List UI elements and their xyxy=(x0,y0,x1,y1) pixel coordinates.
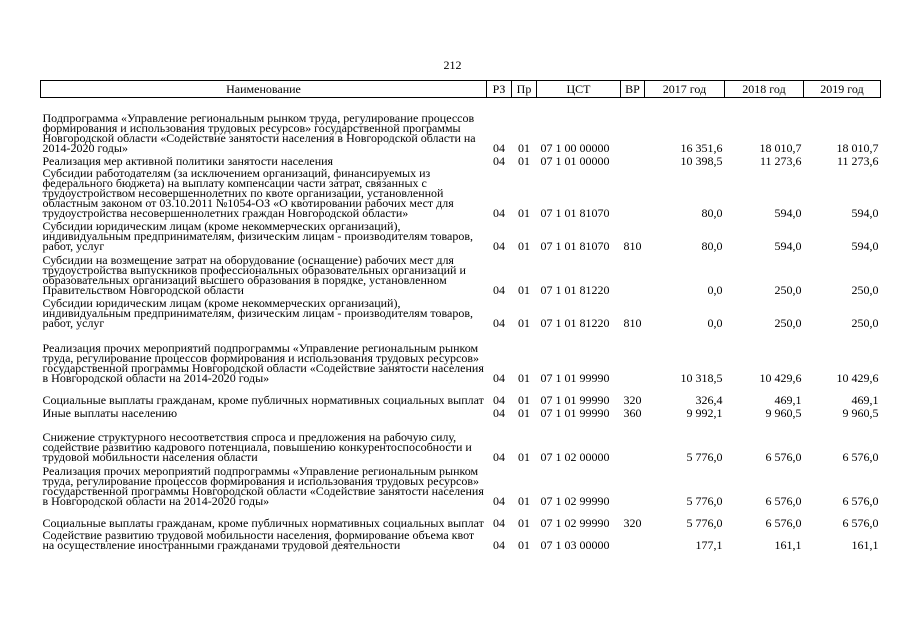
header-2019: 2019 год xyxy=(804,81,881,98)
table-row xyxy=(41,328,881,383)
row-2018: 469,1 xyxy=(774,392,802,407)
row-cst: 07 1 01 81070 xyxy=(540,238,610,253)
header-rz: РЗ xyxy=(487,81,512,98)
row-vr xyxy=(621,528,645,550)
row-2018: 6 576,0 xyxy=(765,493,802,508)
row-2019: 161,1 xyxy=(851,537,879,552)
row-cst: 07 1 02 00000 xyxy=(540,449,610,464)
row-2018: 594,0 xyxy=(774,205,802,220)
row-rz: 04 xyxy=(493,537,505,552)
row-2017: 326,4 xyxy=(695,392,723,407)
header-2018: 2018 год xyxy=(725,81,804,98)
row-2017: 80,0 xyxy=(701,238,723,253)
row-2019: 250,0 xyxy=(851,282,879,297)
row-name: Социальные выплаты гражданам, кроме публичных нормативных социальных выплат xyxy=(42,392,484,407)
row-rz: 04 xyxy=(493,370,505,385)
row-vr xyxy=(621,153,645,166)
row-2018: 18 010,7 xyxy=(759,140,802,155)
row-pr: 01 xyxy=(518,515,530,530)
table-row xyxy=(41,528,881,550)
row-2019: 469,1 xyxy=(851,392,879,407)
row-vr xyxy=(621,166,645,218)
row-2018: 11 273,6 xyxy=(759,153,802,168)
row-2018: 9 960,5 xyxy=(765,405,802,420)
row-2019: 10 429,6 xyxy=(836,370,879,385)
row-cst: 07 1 03 00000 xyxy=(540,537,610,552)
table-row xyxy=(41,462,881,506)
row-name: Реализация прочих мероприятий подпрограммы «Управление региональным рынком труда, регулирование процессов формирования и использования трудовых ресурсов» государственной программы Новгородской области «Содействие занятости населения в Новгородской области на 2014-2020 годы» xyxy=(42,463,484,508)
row-2017: 5 776,0 xyxy=(686,515,723,530)
row-vr xyxy=(621,462,645,506)
row-cst: 07 1 02 99990 xyxy=(540,493,610,508)
budget-table xyxy=(40,80,881,550)
table-row xyxy=(41,251,881,295)
header-vr: ВР xyxy=(621,81,645,98)
row-vr: 360 xyxy=(623,405,642,420)
row-rz: 04 xyxy=(493,405,505,420)
row-2018: 6 576,0 xyxy=(765,515,802,530)
header-cst: ЦСТ xyxy=(537,81,621,98)
row-rz: 04 xyxy=(493,392,505,407)
row-pr: 01 xyxy=(518,537,530,552)
header-2017: 2017 год xyxy=(645,81,725,98)
table-row xyxy=(41,166,881,218)
table-row xyxy=(41,153,881,166)
row-2018: 250,0 xyxy=(774,315,802,330)
row-2017: 16 351,6 xyxy=(680,140,723,155)
row-2017: 10 398,5 xyxy=(680,153,723,168)
row-2017: 177,1 xyxy=(695,537,723,552)
row-rz: 04 xyxy=(493,282,505,297)
row-rz: 04 xyxy=(493,140,505,155)
row-name: Социальные выплаты гражданам, кроме публичных нормативных социальных выплат xyxy=(42,515,484,530)
row-vr: 320 xyxy=(623,392,642,407)
table-row xyxy=(41,295,881,328)
row-2017: 5 776,0 xyxy=(686,449,723,464)
row-rz: 04 xyxy=(493,238,505,253)
row-cst: 07 1 01 81070 xyxy=(540,205,610,220)
table-header xyxy=(41,81,881,98)
row-pr: 01 xyxy=(518,370,530,385)
row-name: Субсидии работодателям (за исключением организаций, финансируемых из федерального бюджета) на выплату компенсации части затрат, связанных с трудоустройством несовершеннолетних по квоте организации, установленной областным законом от 03.10.2011 №1054-ОЗ «О квотировании рабочих мест для трудоустройства несовершеннолетних граждан Новгородской области» xyxy=(42,165,454,220)
row-2017: 10 318,5 xyxy=(680,370,723,385)
table-body xyxy=(41,98,881,550)
row-vr: 320 xyxy=(623,515,642,530)
row-2018: 250,0 xyxy=(774,282,802,297)
row-2018: 10 429,6 xyxy=(759,370,802,385)
table-row xyxy=(41,98,881,153)
row-rz: 04 xyxy=(493,515,505,530)
row-name: Реализация мер активной политики занятости населения xyxy=(42,153,334,168)
row-vr xyxy=(621,328,645,383)
row-name: Субсидии юридическим лицам (кроме некоммерческих организаций), индивидуальным предпринимателям, физическим лицам - производителям товаров, работ, услуг xyxy=(42,218,474,253)
row-name: Подпрограмма «Управление региональным рынком труда, регулирование процессов формирования и использования трудовых ресурсов» государственной программы Новгородской области «Содействие занятости населения в Новгородской области на 2014-2020 годы» xyxy=(42,110,476,155)
row-name: Снижение структурного несоответствия спроса и предложения на рабочую силу, содействие развитию кадрового потенциала, повышению конкурентоспособности и трудовой мобильности населения области xyxy=(42,429,472,464)
row-2019: 594,0 xyxy=(851,238,879,253)
row-vr xyxy=(621,418,645,462)
row-name: Субсидии на возмещение затрат на оборудование (оснащение) рабочих мест для трудоустройства выпускников профессиональных образовательных организаций и образовательных организаций высшего образования в порядке, установленном Правительством Новгородской области xyxy=(42,252,466,297)
row-pr: 01 xyxy=(518,238,530,253)
page-number: 212 xyxy=(443,58,462,72)
table-row xyxy=(41,383,881,405)
row-2017: 80,0 xyxy=(701,205,723,220)
row-2019: 11 273,6 xyxy=(836,153,879,168)
row-rz: 04 xyxy=(493,315,505,330)
row-cst: 07 1 00 00000 xyxy=(540,140,610,155)
row-pr: 01 xyxy=(518,493,530,508)
table-row xyxy=(41,218,881,251)
row-vr xyxy=(621,98,645,153)
row-pr: 01 xyxy=(518,153,530,168)
row-pr: 01 xyxy=(518,140,530,155)
row-cst: 07 1 01 99990 xyxy=(540,405,610,420)
row-2019: 250,0 xyxy=(851,315,879,330)
row-pr: 01 xyxy=(518,205,530,220)
row-rz: 04 xyxy=(493,153,505,168)
row-2019: 6 576,0 xyxy=(842,493,879,508)
row-cst: 07 1 01 00000 xyxy=(540,153,610,168)
row-2017: 5 776,0 xyxy=(686,493,723,508)
row-2019: 6 576,0 xyxy=(842,515,879,530)
header-name: Наименование xyxy=(41,81,487,98)
header-pr: Пр xyxy=(512,81,537,98)
row-2019: 594,0 xyxy=(851,205,879,220)
row-rz: 04 xyxy=(493,449,505,464)
row-2017: 0,0 xyxy=(707,315,723,330)
row-vr xyxy=(621,251,645,295)
row-name: Содействие развитию трудовой мобильности населения, формирование объема квот на осуществление иностранными гражданами трудовой деятельности xyxy=(42,527,475,552)
row-rz: 04 xyxy=(493,205,505,220)
row-rz: 04 xyxy=(493,493,505,508)
row-2018: 594,0 xyxy=(774,238,802,253)
row-cst: 07 1 01 81220 xyxy=(540,315,610,330)
row-2019: 6 576,0 xyxy=(842,449,879,464)
row-2018: 6 576,0 xyxy=(765,449,802,464)
row-pr: 01 xyxy=(518,282,530,297)
row-2019: 9 960,5 xyxy=(842,405,879,420)
row-cst: 07 1 01 99990 xyxy=(540,370,610,385)
row-2017: 9 992,1 xyxy=(686,405,723,420)
row-cst: 07 1 01 99990 xyxy=(540,392,610,407)
row-2018: 161,1 xyxy=(774,537,802,552)
row-2019: 18 010,7 xyxy=(836,140,879,155)
row-cst: 07 1 01 81220 xyxy=(540,282,610,297)
row-name: Реализация прочих мероприятий подпрограммы «Управление региональным рынком труда, регулирование процессов формирования и использования трудовых ресурсов» государственной программы Новгородской области «Содействие занятости населения в Новгородской области на 2014-2020 годы» xyxy=(42,340,484,385)
row-name: Иные выплаты населению xyxy=(42,405,178,420)
row-vr: 810 xyxy=(623,238,642,253)
table-row xyxy=(41,506,881,528)
row-name: Субсидии юридическим лицам (кроме некоммерческих организаций), индивидуальным предпринимателям, физическим лицам - производителям товаров, работ, услуг xyxy=(42,295,474,330)
row-vr: 810 xyxy=(623,315,642,330)
table-row xyxy=(41,418,881,462)
row-pr: 01 xyxy=(518,392,530,407)
row-2017: 0,0 xyxy=(707,282,723,297)
row-pr: 01 xyxy=(518,449,530,464)
row-pr: 01 xyxy=(518,405,530,420)
row-pr: 01 xyxy=(518,315,530,330)
row-cst: 07 1 02 99990 xyxy=(540,515,610,530)
